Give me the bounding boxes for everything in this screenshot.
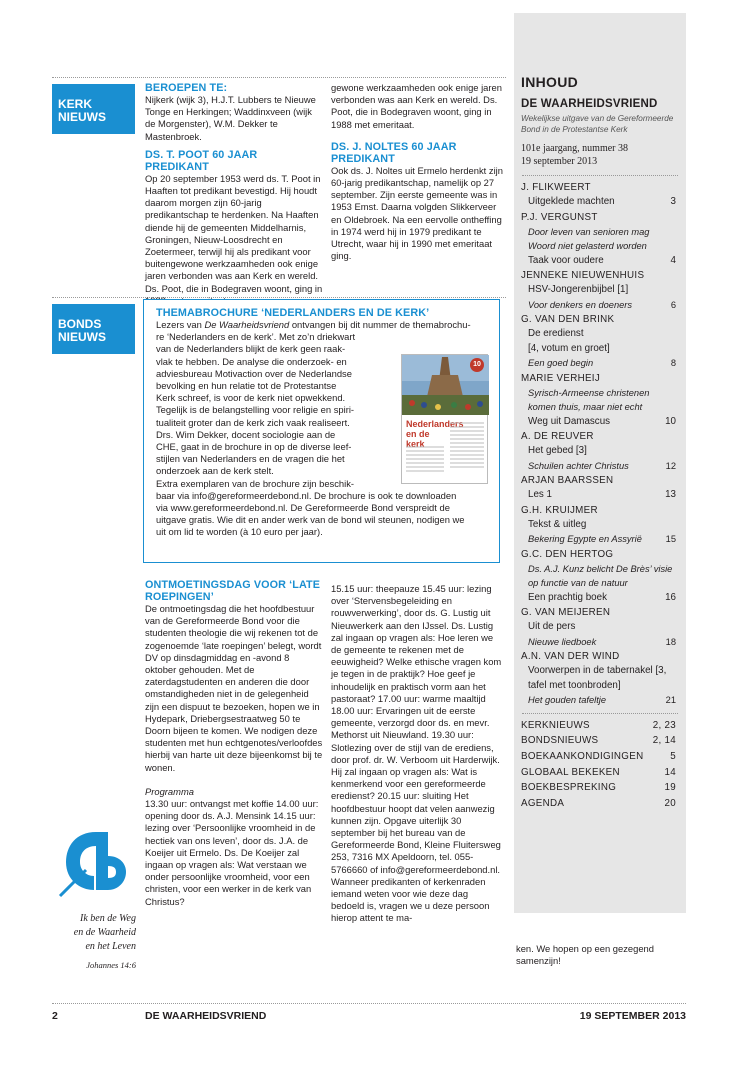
toc-subtitle	[514, 532, 686, 547]
toc-entries	[514, 180, 686, 708]
footer-magazine: DE WAARHEIDSVRIEND	[145, 1010, 267, 1022]
gb-logo-icon	[56, 826, 134, 900]
toc-text: Ds. A.J. Kunz belicht De Brès’ visie op functie van de natuur	[528, 563, 673, 588]
quote-reference: Johannes 14:6	[86, 960, 136, 970]
toc-article	[514, 488, 686, 503]
toc-page: 3	[670, 196, 676, 207]
toc-article	[514, 591, 686, 606]
noltes-body: Ook ds. J. Noltes uit Ermelo herdenkt zijn 60-jarig predikantschap, namelijk op 27 september. Zijn eerste gemeente was in 1953 Emst. Daarna volgden Slikkerveer en Oldebroek. Na een eervolle ontheffing in 1974 werd hij in 1979 predikant te Utrecht, waar hij in 1990 met emeritaat ging.	[331, 164, 503, 262]
toc-text: Uitgeklede machten	[528, 196, 615, 207]
cover-title: Nederlanders en de kerk	[406, 419, 464, 449]
toc-text: G. VAN DEN BRINK	[521, 314, 615, 325]
toc-text: A. DE REUVER	[521, 431, 594, 442]
beroepen-heading: BEROEPEN TE:	[145, 82, 228, 94]
toc-sections	[514, 718, 686, 812]
quote-line: Ik ben de Weg	[80, 913, 136, 924]
toc-article	[514, 327, 686, 342]
beroepen-body: Nijkerk (wijk 3), H.J.T. Lubbers te Nieuwe Tonge en Herkingen; Waddinxveen (wijk de Morgenster), W.M. Dekker te Mastenbroek.	[145, 94, 316, 142]
toc-article	[514, 664, 686, 693]
toc-section-pages: 19	[664, 782, 676, 794]
toc-section-pages: 2, 23	[652, 719, 676, 731]
toc-page: 10	[665, 415, 676, 427]
quote-line: en de Waarheid	[73, 927, 136, 938]
toc-author	[514, 473, 686, 488]
toc-section-pages: 5	[670, 750, 676, 762]
programma-label: Programma	[145, 785, 194, 797]
cover-badge: 10	[470, 358, 484, 372]
toc-subtitle	[514, 386, 686, 415]
toc-author	[514, 503, 686, 518]
toc-article	[514, 620, 686, 635]
toc-author	[514, 429, 686, 444]
toc-section	[514, 765, 686, 781]
inhoud	[514, 74, 686, 812]
issue-date: 19 september 2013	[521, 156, 598, 167]
footer-page-number: 2	[52, 1010, 58, 1022]
footer-date: 19 SEPTEMBER 2013	[579, 1010, 686, 1022]
toc-subtitle	[514, 225, 686, 254]
toc-page: 13	[665, 489, 676, 500]
toc-author	[514, 210, 686, 225]
thema-line: uit om lid te worden (à 10 euro per jaar).	[156, 526, 323, 538]
toc-text: Het gouden tafeltje	[528, 695, 607, 705]
toc-article	[514, 342, 686, 357]
poot-continued	[331, 82, 504, 262]
toc-section-name: BOEKBESPREKING	[521, 782, 617, 794]
toc-author	[514, 649, 686, 664]
bonds-nieuws-label: BONDS NIEUWS	[52, 304, 135, 354]
toc-text: Schuilen achter Christus	[528, 460, 629, 471]
brochure-cover	[401, 354, 488, 484]
programma-part2: 15.15 uur: theepauze 15.45 uur: lezing over ‘Stervensbegeleiding en rouwverwerking’, door ds. G. Lustig uit Nieuwerkerk aan den IJssel. Ds. Lustig zal ingaan op vragen als: Hoe leren we de gemeente te rekenen met de eeuwigheid? Welke ethische vragen kom je tegen in de praktijk? Hoe geef je inhoudelijk en praktisch vorm aan het pastoraat? 17.00 uur: warme maaltijd 18.00 uur: Ervaringen uit de eerste gemeente, verzorgd door ds. en mevr. Methorst uit Nieuwland. 19.30 uur: Slotlezing over de stijl van de erediens, door prof. dr. W. Verboom uit Harderwijk. Hij zal ingaan op vragen als: Wat is kenmerkend voor een gereformeerde eredienst? 20.15 uur: sluiting Het hoofdbestuur hoopt dat velen aanwezig kunnen zijn. Opgave uiterlijk 30 september bij het bureau van de Gereformeerde Bond, Kleine Fluitersweg 253, 7316 MX Apeldoorn, tel. 055-5766660 of info@gereformeerdebond.nl. Wanneer predikanten of kerkenraden iemand weten voor wie deze dag bedoeld is, vragen we u deze persoon hierop attent te ma-	[331, 583, 502, 924]
toc-page: 4	[670, 254, 676, 266]
middle-rule	[52, 297, 506, 298]
toc-section	[514, 796, 686, 812]
toc-section-pages: 20	[664, 798, 676, 810]
thema-line: stijlen van Nederlanders en de vragen die het	[156, 453, 345, 465]
toc-text: MARIE VERHEIJ	[521, 372, 601, 384]
toc-author	[514, 547, 686, 562]
thema-line: tualiteit groter dan de kerk zich vaak realiseert.	[156, 416, 350, 428]
thema-line: baar via info@gereformeerdebond.nl. De brochure is ook te downloaden	[156, 489, 457, 501]
toc-text: P.J. VERGUNST	[521, 211, 598, 223]
thema-line: van de Nederlanders blijkt de kerk geen raak-	[156, 343, 346, 355]
toc-text: Het gebed [3]	[528, 445, 587, 456]
thema-line: bevolking en hun relatie tot de Protestantse	[156, 380, 337, 392]
thema-line: Kerk schreef, is voor de kerk niet opwekkend.	[156, 392, 346, 404]
thema-line: Tegelijk is de belangstelling voor religie en spiri-	[156, 404, 355, 416]
cover-text-lines	[450, 421, 486, 477]
toc-subtitle	[514, 459, 686, 474]
magazine-name: DE WAARHEIDSVRIEND	[521, 98, 658, 110]
toc-text: Taak voor oudere	[528, 254, 604, 266]
toc-text: Syrisch-Armeense christenen komen thuis, maar niet echt	[528, 387, 650, 412]
thema-line: Lezers van De Waarheidsvriend ontvangen bij dit nummer de themabrochu-	[156, 319, 471, 330]
ontmoeting-body: De ontmoetingsdag die het hoofdbestuur van de Gereformeerde Bond voor die studenten theologie die wij rekenen tot de zogenoemde ‘late roepingen’ belegt, wordt DV op dinsdagmiddag en -avond 8 oktober gehouden. Met de zaterdagstudenten en anderen die door omstandigheden niet in de gelegenheid zijn een dispuut te bezoeken, hopen we in Hydepark, Driebergsestraatweg 50 te Doorn bijeen te komen. We nodigen deze studenten met hun echtgenotes/verloofdes hierbij van harte uit deze bijeenkomst bij te wonen.	[145, 603, 323, 773]
inhoud-title: INHOUD	[521, 74, 579, 90]
toc-sep-mid	[522, 713, 678, 714]
toc-text: G.C. DEN HERTOG	[521, 548, 614, 560]
toc-text: G. VAN MEIJEREN	[521, 607, 611, 618]
toc-text: Les 1	[528, 489, 552, 500]
thema-line: vlak te hebben. De analyse die onderzoek- en	[156, 355, 347, 367]
noltes-heading: DS. J. NOLTES 60 JAAR PREDIKANT	[331, 140, 457, 165]
thema-heading: THEMABROCHURE ‘NEDERLANDERS EN DE KERK’	[156, 307, 430, 319]
jaargang: 101e jaargang, nummer 38	[521, 143, 629, 154]
toc-article	[514, 283, 686, 298]
toc-page: 16	[665, 591, 676, 603]
toc-subtitle	[514, 356, 686, 371]
thema-line: onderzoek aan de kerk stelt.	[156, 465, 274, 477]
programma-col2	[331, 583, 503, 925]
programma-part3: ken. We hopen op een gezegend samenzijn!	[516, 943, 654, 967]
toc-section-pages: 2, 14	[652, 735, 676, 747]
toc-text: Bekering Egypte en Assyrië	[528, 534, 642, 544]
toc-subtitle	[514, 635, 686, 650]
toc-text: Weg uit Damascus	[528, 415, 611, 427]
toc-author	[514, 371, 686, 386]
toc-section	[514, 749, 686, 765]
toc-text: Nieuwe liedboek	[528, 636, 597, 647]
toc-text: De eredienst	[528, 328, 584, 339]
toc-text: ARJAN BAARSSEN	[521, 475, 614, 486]
toc-text: G.H. KRUIJMER	[521, 504, 598, 516]
toc-page: 12	[665, 460, 676, 471]
top-rule	[52, 77, 506, 78]
toc-page: 21	[665, 695, 676, 705]
toc-section	[514, 780, 686, 796]
kerk-nieuws-label: KERK NIEUWS	[52, 84, 135, 134]
toc-author	[514, 268, 686, 283]
toc-article	[514, 444, 686, 459]
noltes-body-intro: gewone werkzaamheden ook enige jaren verbonden was aan Kerk en wereld. Ds. Poot, die in Bodegraven woont, ging in 1988 met emeritaat.	[331, 82, 502, 130]
thema-line: Drs. Wim Dekker, docent sociologie aan de	[156, 428, 336, 440]
toc-article	[514, 518, 686, 533]
toc-section	[514, 733, 686, 749]
toc-section-name: AGENDA	[521, 798, 565, 810]
toc-text: A.N. VAN DER WIND	[521, 651, 620, 662]
toc-section-name: BOEKAANKONDIGINGEN	[521, 750, 644, 762]
toc-text: Tekst & uitleg	[528, 518, 587, 530]
beroepen-article	[145, 82, 323, 294]
toc-text: Voor denkers en doeners	[528, 299, 633, 310]
toc-text: JENNEKE NIEUWENHUIS	[521, 270, 645, 281]
programma-part1: 13.30 uur: ontvangst met koffie 14.00 uur: opening door ds. A.J. Mensink 14.15 uur: lezing over ‘Persoonlijke vroomheid in de hectiek van ons leven’, door ds. J.A. de Koeijer uit Ermelo. Ds. De Koeijer zal ingaan op vragen als: Wat verstaan we onder persoonlijke vroomheid, voor een christen, voor een werker in de kerk van Christus?	[145, 798, 319, 907]
tagline: Wekelijkse uitgave van de Gereformeerde Bond in de Protestantse Kerk	[521, 114, 674, 134]
toc-subtitle	[514, 693, 686, 708]
quote-line: en het Leven	[85, 941, 136, 952]
poot-heading: DS. T. POOT 60 JAAR PREDIKANT	[145, 148, 258, 173]
footer-rule	[52, 1003, 686, 1004]
toc-page: 6	[670, 299, 676, 310]
toc-text: Een goed begin	[528, 358, 594, 368]
toc-page: 8	[670, 358, 676, 368]
thema-line: re ‘Nederlanders en de kerk’. Met zo’n driekwart	[156, 331, 356, 343]
toc-text: [4, votum en groet]	[528, 342, 610, 354]
toc-text: Door leven van senioren mag Woord niet gelasterd worden	[528, 226, 650, 251]
toc-page: 18	[665, 636, 676, 647]
toc-article	[514, 254, 686, 269]
toc-subtitle	[514, 298, 686, 313]
toc-author	[514, 605, 686, 620]
gb-logo	[56, 826, 134, 900]
toc-section-name: KERKNIEUWS	[521, 719, 590, 731]
programma-col3	[516, 943, 684, 967]
toc-page: 15	[665, 534, 676, 544]
toc-section	[514, 718, 686, 734]
toc-author	[514, 312, 686, 327]
thema-line: adviesbureau Motivaction over de Nederlandse	[156, 367, 352, 379]
toc-article	[514, 195, 686, 210]
toc-author	[514, 180, 686, 195]
toc-text: Uit de pers	[528, 621, 576, 632]
ontmoeting-heading: ONTMOETINGSDAG VOOR ‘LATE ROEPINGEN’	[145, 579, 321, 603]
quote-lines	[52, 912, 136, 954]
thema-line: via www.gereformeerdebond.nl. De Gereformeerde Bond verspreidt de	[156, 502, 450, 514]
toc-text: J. FLIKWEERT	[521, 182, 591, 193]
toc-sep-top	[522, 175, 678, 176]
cover-text-lines-left	[406, 445, 446, 481]
thema-line: uitgave gratis. Wie dit en ander werk van de bond wil steunen, nodigen we	[156, 514, 465, 526]
thema-line: Extra exemplaren van de brochure zijn beschik-	[156, 477, 355, 489]
toc-text: Voorwerpen in de tabernakel [3, tafel met toonbroden]	[528, 665, 667, 691]
bible-quote	[52, 912, 136, 970]
poot-body: Op 20 september 1953 werd ds. T. Poot in Haaften tot predikant bevestigd. Hij houdt daarom morgen zijn 60-jarig predikantschap te herdenken. Na Haaften diende hij de gemeenten Middelharnis, Groningen, Nieuw-Loosdrecht en Zoetermeer, terwijl hij als predikant voor buitengewone werkzaamheden ook enige jaren verbonden was aan Kerk en wereld. Ds. Poot, die in Bodegraven woont, ging in	[145, 172, 323, 294]
toc-text: HSV-Jongerenbijbel [1]	[528, 284, 629, 295]
thema-line: CHE, gaat in de brochure in op de diverse leef-	[156, 441, 352, 453]
toc-section-pages: 14	[664, 766, 676, 778]
toc-section-name: BONDSNIEUWS	[521, 735, 599, 747]
ontmoeting-article	[145, 579, 323, 908]
toc-subtitle	[514, 562, 686, 591]
toc-section-name: GLOBAAL BEKEKEN	[521, 766, 620, 778]
toc-article	[514, 415, 686, 430]
toc-text: Een prachtig boek	[528, 591, 607, 603]
